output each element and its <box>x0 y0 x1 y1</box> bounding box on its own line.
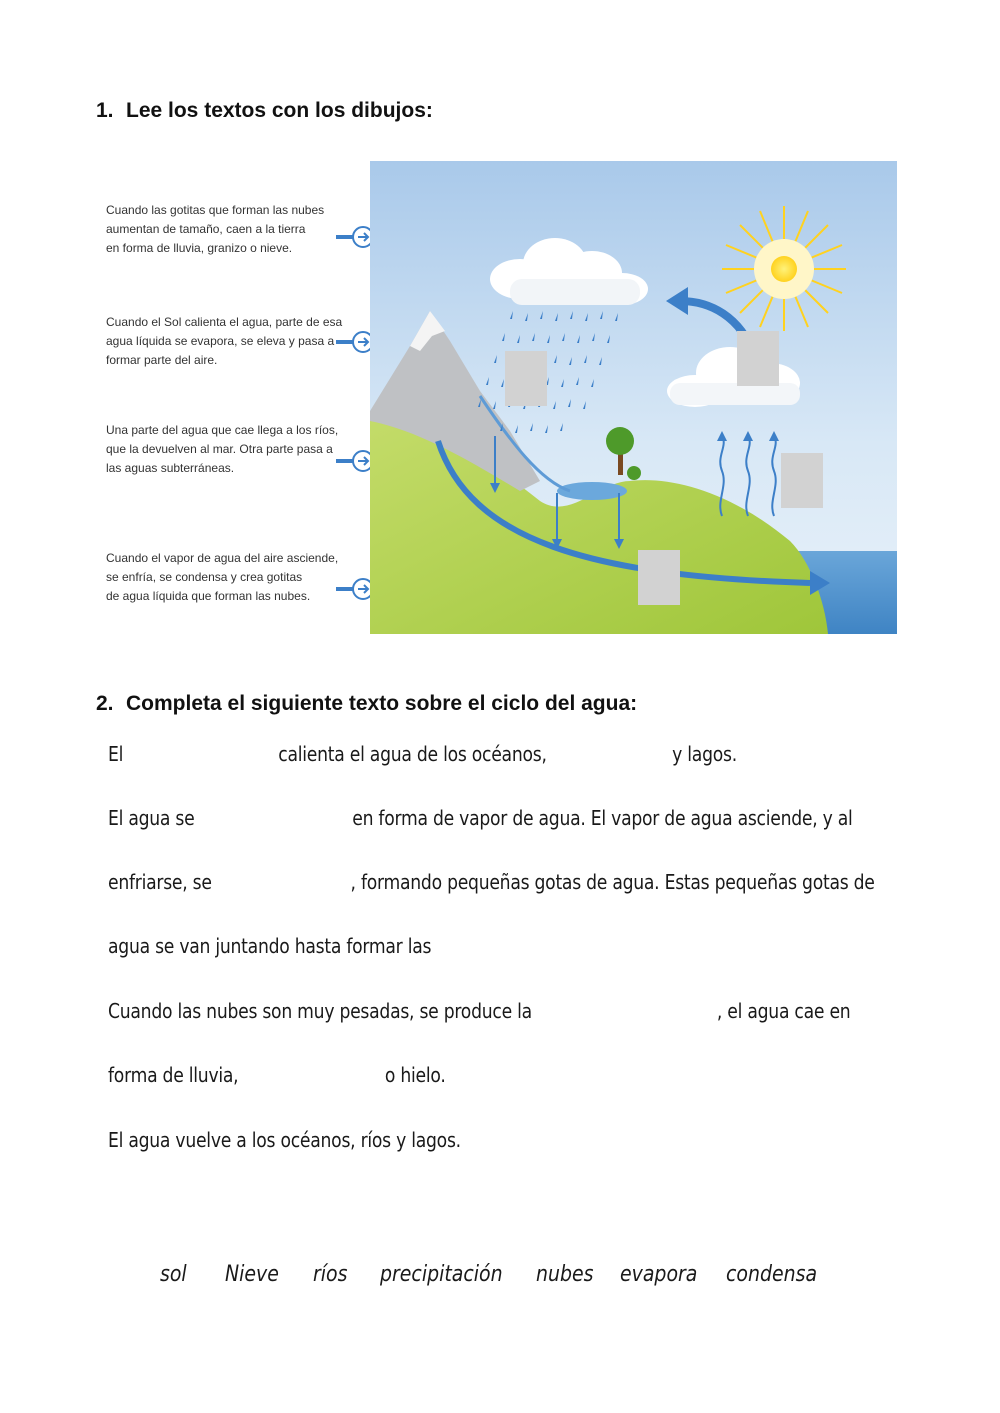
caption-line: Cuando las gotitas que forman las nubes <box>106 203 325 217</box>
text-segment: , formando pequeñas gotas de agua. Estas pequeñas gotas de <box>350 870 875 894</box>
text-segment: y lagos. <box>672 742 737 766</box>
caption-condensation[interactable] <box>106 549 346 606</box>
caption-line: se enfría, se condensa y crea gotitas <box>106 570 303 584</box>
drop-zone[interactable] <box>781 453 823 508</box>
caption-line: Cuando el Sol calienta el agua, parte de esa <box>106 315 343 329</box>
caption-line: que la devuelven al mar. Otra parte pasa a <box>106 442 333 456</box>
text-segment: El <box>108 742 124 766</box>
drop-zone[interactable] <box>737 331 779 386</box>
text-segment: o hielo. <box>384 1063 446 1087</box>
section-1-title: Lee los textos con los dibujos: <box>126 99 433 122</box>
section-2-heading <box>96 692 637 716</box>
caption-line: en forma de lluvia, granizo o nieve. <box>106 241 293 255</box>
word-bank-item[interactable]: nubes <box>536 1262 594 1287</box>
tree <box>606 427 634 455</box>
drop-zone[interactable] <box>638 550 680 605</box>
caption-evaporation[interactable] <box>106 313 346 370</box>
caption-line: Cuando el vapor de agua del aire asciende, <box>106 551 339 565</box>
section-2-title: Completa el siguiente texto sobre el ciclo del agua: <box>126 692 638 715</box>
word-bank-item[interactable]: precipitación <box>380 1262 503 1287</box>
section-1-heading <box>96 99 433 123</box>
caption-line: aumentan de tamaño, caen a la tierra <box>106 222 306 236</box>
word-bank-item[interactable]: sol <box>160 1262 187 1287</box>
word-bank-item[interactable]: condensa <box>726 1262 818 1287</box>
text-segment: El agua vuelve a los océanos, ríos y lagos. <box>108 1128 461 1152</box>
caption-line: las aguas subterráneas. <box>106 461 235 475</box>
caption-line: Una parte del agua que cae llega a los ríos, <box>106 423 339 437</box>
word-bank-item[interactable]: ríos <box>313 1262 348 1287</box>
text-segment: El agua se <box>108 806 195 830</box>
word-bank-item[interactable]: evapora <box>620 1262 698 1287</box>
sun-icon <box>722 206 846 331</box>
text-segment: forma de lluvia, <box>108 1063 239 1087</box>
text-segment: agua se van juntando hasta formar las <box>108 934 432 958</box>
text-segment: en forma de vapor de agua. El vapor de agua asciende, y al <box>352 806 853 830</box>
drop-zone[interactable] <box>505 351 547 406</box>
text-segment: Cuando las nubes son muy pesadas, se produce la <box>108 999 532 1023</box>
text-segment: calienta el agua de los océanos, <box>278 742 547 766</box>
water-cycle-illustration <box>370 161 897 634</box>
text-segment: enfriarse, se <box>108 870 212 894</box>
caption-precipitation[interactable] <box>106 201 346 258</box>
caption-line: formar parte del aire. <box>106 353 218 367</box>
text-segment: , el agua cae en <box>716 999 851 1023</box>
word-bank-item[interactable]: Nieve <box>225 1262 279 1287</box>
caption-runoff[interactable] <box>106 421 346 478</box>
caption-line: de agua líquida que forman las nubes. <box>106 589 311 603</box>
caption-line: agua líquida se evapora, se eleva y pasa a <box>106 334 335 348</box>
section-2-number: 2. <box>96 692 114 715</box>
section-1-number: 1. <box>96 99 114 122</box>
